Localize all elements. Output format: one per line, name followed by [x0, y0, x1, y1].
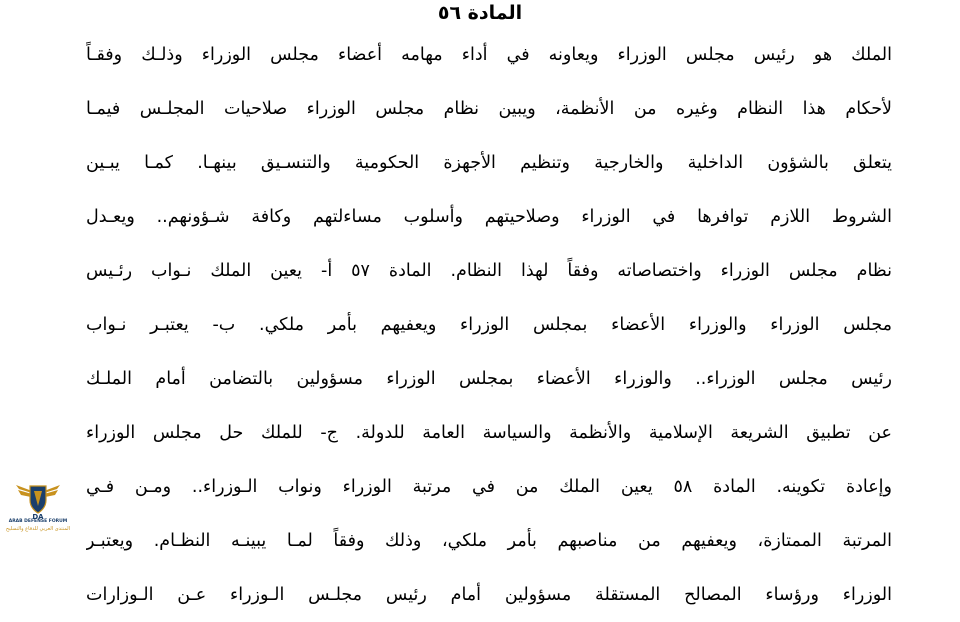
logo-name: ARAB DEFENSE FORUM [8, 519, 68, 524]
text-line: لأحكام هذا النظام وغيره من الأنظمة، ويبين نظام مجلس الوزراء صلاحيات المجلـس فيمـا [86, 99, 892, 119]
article-title: المادة ٥٦ [437, 2, 523, 24]
logo-abbr: DA [32, 513, 44, 520]
text-line: نظام مجلس الوزراء واختصاصاته وفقاً لهذا النظام. المادة ٥٧ أ- يعين الملك نـواب رئـيس [86, 261, 892, 281]
text-line: رئيس مجلس الوزراء.. والوزراء الأعضاء بمجلس الوزراء مسؤولين بالتضامن أمام الملـك [86, 369, 892, 389]
text-line: الوزراء ورؤساء المصالح المستقلة مسؤولين أمام رئيس مجلـس الـوزراء عـن الـوزارات [86, 585, 892, 605]
text-line: المرتبة الممتازة، ويعفيهم من مناصبهم بأمر ملكي، وذلك وفقاً لمـا يبينـه النظـام. ويعتبـر [86, 531, 892, 551]
text-line: مجلس الوزراء والوزراء الأعضاء بمجلس الوزراء ويعفيهم بأمر ملكي. ب- يعتبـر نـواب [86, 315, 892, 335]
article-body [86, 28, 892, 622]
text-line: عن تطبيق الشريعة الإسلامية والأنظمة والسياسة العامة للدولة. ج- للملك حل مجلس الوزراء [86, 423, 892, 443]
logo-name-arabic: المنتدى العربي للدفاع والتسليح [5, 526, 71, 532]
winged-shield-icon [14, 476, 62, 520]
text-line: الملك هو رئيس مجلس الوزراء ويعاونه في أداء مهامه أعضاء مجلس الوزراء وذلـك وفقـاً [86, 45, 892, 65]
text-line: وإعادة تكوينه. المادة ٥٨ يعين الملك من في مرتبة الوزراء ونواب الـوزراء.. ومـن فـي [86, 477, 892, 497]
text-line: يتعلق بالشؤون الداخلية والخارجية وتنظيم الأجهزة الحكومية والتنسـيق بينهـا. كمـا يبـين [86, 153, 892, 173]
text-line: الشروط اللازم توافرها في الوزراء وصلاحيتهم وأسلوب مساءلتهم وكافة شـؤونهم.. ويعـدل [86, 207, 892, 227]
arab-defense-forum-logo [4, 476, 72, 536]
